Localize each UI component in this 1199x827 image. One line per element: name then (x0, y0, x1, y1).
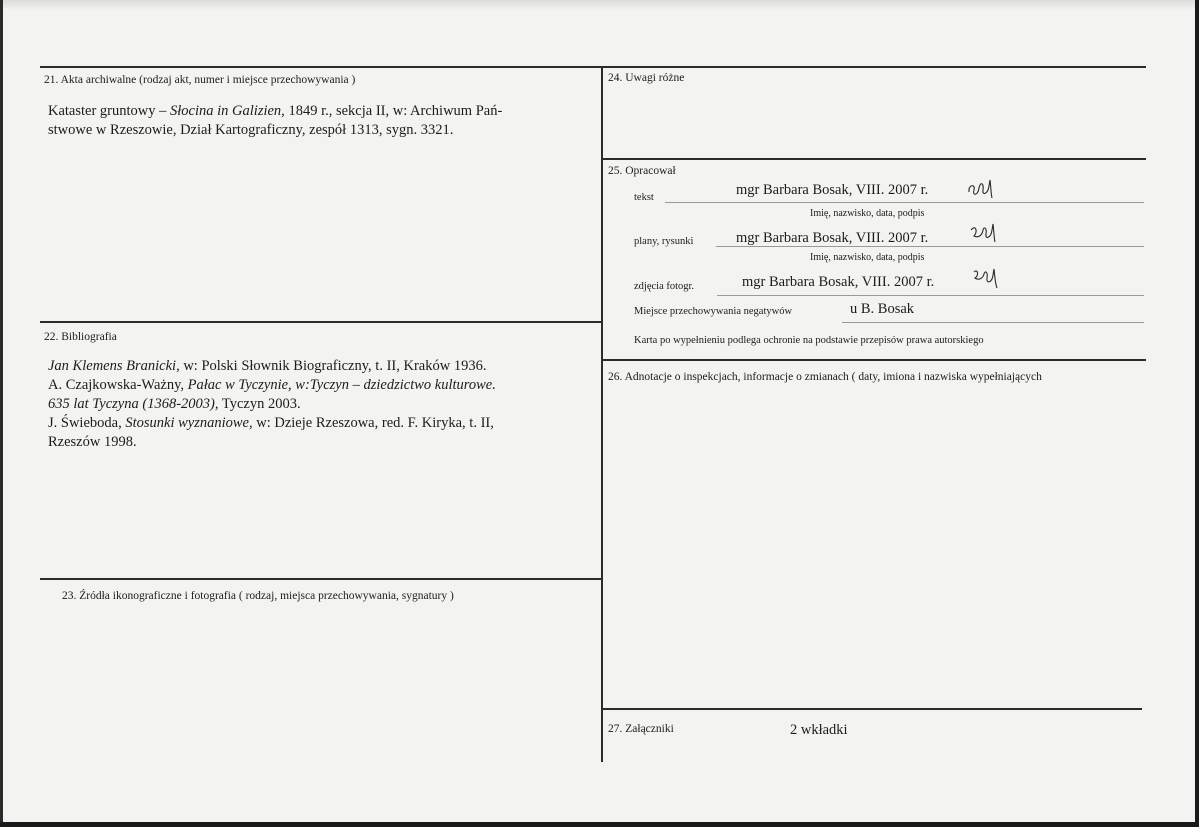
rule-24-25 (602, 158, 1146, 160)
bibliography-entry-1: Jan Klemens Branicki, w: Polski Słownik Biograficzny, t. II, Kraków 1936. (48, 358, 487, 374)
rule-25-26 (602, 359, 1146, 361)
section-21-label: 21. Akta archiwalne (rodzaj akt, numer i miejsce przechowywania ) (44, 74, 356, 86)
signature-icon (970, 266, 1000, 290)
plany-label: plany, rysunki (634, 236, 694, 247)
tekst-value: mgr Barbara Bosak, VIII. 2007 r. (736, 182, 929, 198)
bibliography-entry-3-cont: Rzeszów 1998. (48, 434, 137, 450)
zdjecia-underline (717, 295, 1144, 296)
center-divider (601, 66, 603, 762)
miejsce-underline (842, 322, 1144, 323)
rule-21-22 (40, 321, 602, 323)
signature-icon (966, 178, 996, 200)
rule-22-23 (40, 578, 602, 580)
zdjecia-label: zdjęcia fotogr. (634, 281, 695, 292)
plany-value: mgr Barbara Bosak, VIII. 2007 r. (736, 230, 929, 246)
section-27-label: 27. Załączniki (608, 723, 674, 735)
section-24-label: 24. Uwagi różne (608, 72, 685, 84)
section-22-label: 22. Bibliografia (44, 331, 117, 343)
section-21-line-2: stwowe w Rzeszowie, Dział Kartograficzny, zespół 1313, sygn. 3321. (48, 122, 454, 138)
copyright-note: Karta po wypełnieniu podlega ochronie na podstawie przepisów prawa autorskiego (634, 335, 984, 346)
paper-edge-right (1195, 0, 1199, 827)
section-26-label: 26. Adnotacje o inspekcjach, informacje o zmianach ( daty, imiona i nazwiska wypełniających (608, 371, 1042, 383)
top-rule (40, 66, 1146, 68)
paper-edge-bottom (0, 822, 1199, 827)
caption-2: Imię, nazwisko, data, podpis (810, 252, 925, 263)
section-21-content (48, 102, 593, 140)
tekst-label: tekst (634, 192, 654, 203)
section-27-value: 2 wkładki (790, 722, 848, 738)
bibliography-entry-3: J. Świeboda, Stosunki wyznaniowe, w: Dzieje Rzeszowa, red. F. Kiryka, t. II, (48, 415, 494, 431)
paper-edge-left (0, 0, 3, 827)
miejsce-label: Miejsce przechowywania negatywów (634, 306, 793, 317)
miejsce-value: u B. Bosak (850, 301, 915, 317)
tekst-underline (665, 202, 1144, 203)
zdjecia-value: mgr Barbara Bosak, VIII. 2007 r. (742, 274, 935, 290)
section-23-label: 23. Źródła ikonograficzne i fotografia ( rodzaj, miejsca przechowywania, sygnatury ) (62, 590, 454, 602)
section-25-label: 25. Opracował (608, 165, 676, 177)
rule-26-27 (602, 708, 1142, 710)
section-22-content (48, 357, 593, 452)
caption-1: Imię, nazwisko, data, podpis (810, 208, 925, 219)
signature-icon (968, 222, 998, 244)
paper-edge-top (0, 0, 1199, 10)
bibliography-entry-2: A. Czajkowska-Ważny, Pałac w Tyczynie, w:Tyczyn – dziedzictwo kulturowe. (48, 377, 496, 393)
section-21-line-1: Kataster gruntowy – Słocina in Galizien, 1849 r., sekcja II, w: Archiwum Pań- (48, 103, 503, 119)
bibliography-entry-2-cont: 635 lat Tyczyna (1368-2003), Tyczyn 2003. (48, 396, 301, 412)
